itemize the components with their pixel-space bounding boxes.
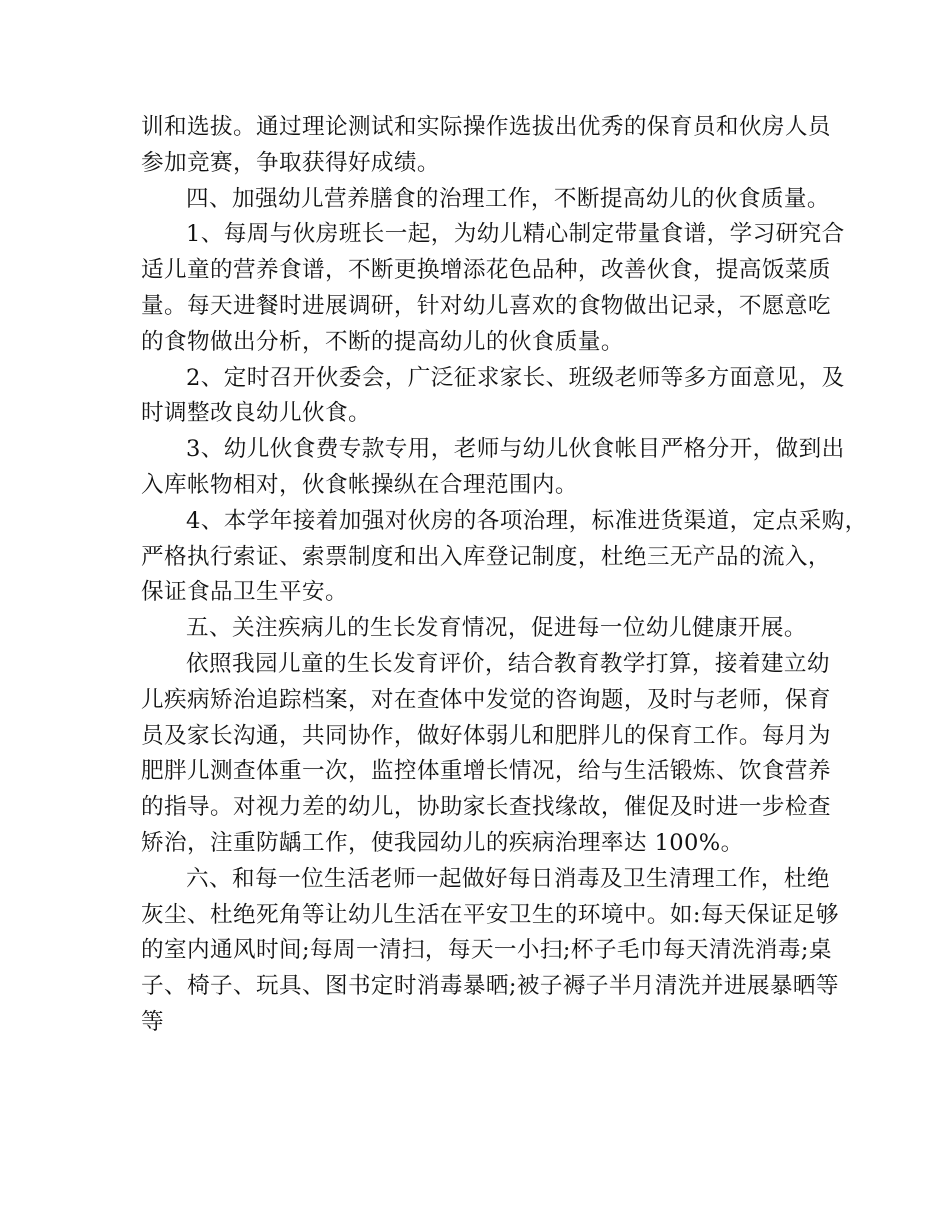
text-line: 的指导。对视力差的幼儿，协助家长查找缘故，催促及时进一步检查 <box>141 794 831 821</box>
text-line: 保证食品卫生平安。 <box>141 579 348 606</box>
text-line: 四、加强幼儿营养膳食的治理工作，不断提高幼儿的伙食质量。 <box>186 185 830 212</box>
text-line: 儿疾病矫治追踪档案，对在查体中发觉的咨询题，及时与老师，保育 <box>141 686 831 713</box>
text-line: 3、幼儿伙食费专款专用，老师与幼儿伙食帐目严格分开，做到出 <box>186 436 845 463</box>
text-line: 的室内通风时间;每周一清扫，每天一小扫;杯子毛巾每天清洗消毒;桌 <box>141 937 832 964</box>
text-line: 肥胖儿测查体重一次，监控体重增长情况，给与生活锻炼、饮食营养 <box>141 758 831 785</box>
text-line: 训和选拔。通过理论测试和实际操作选拔出优秀的保育员和伙房人员 <box>141 114 831 140</box>
text-line: 量。每天进餐时进展调研，针对幼儿喜欢的食物做出记录，不愿意吃 <box>141 292 831 319</box>
text-line: 等 <box>141 1008 164 1035</box>
text-line: 灰尘、杜绝死角等让幼儿生活在平安卫生的环境中。如:每天保证足够 <box>141 901 839 928</box>
text-line: 矫治，注重防龋工作，使我园幼儿的疾病治理率达 100%。 <box>141 829 744 856</box>
text-line: 六、和每一位生活老师一起做好每日消毒及卫生清理工作，杜绝 <box>186 865 830 892</box>
text-line: 4、本学年接着加强对伙房的各项治理，标准进货渠道，定点采购， <box>186 507 868 534</box>
document-body <box>141 110 868 1041</box>
text-line: 入库帐物相对，伙食帐操纵在合理范围内。 <box>141 471 578 498</box>
text-line: 2、定时召开伙委会，广泛征求家长、班级老师等多方面意见，及 <box>186 364 845 391</box>
text-line: 参加竞赛，争取获得好成绩。 <box>141 149 440 176</box>
text-line: 依照我园儿童的生长发育评价，结合教育教学打算，接着建立幼 <box>186 650 830 677</box>
text-line: 五、关注疾病儿的生长发育情况，促进每一位幼儿健康开展。 <box>186 615 807 642</box>
text-line: 子、椅子、玩具、图书定时消毒暴晒;被子褥子半月清洗并进展暴晒等 <box>141 973 839 1000</box>
text-line: 员及家长沟通，共同协作，做好体弱儿和肥胖儿的保育工作。每月为 <box>141 722 831 749</box>
text-line: 1、每周与伙房班长一起，为幼儿精心制定带量食谱，学习研究合 <box>186 221 845 248</box>
text-line: 适儿童的营养食谱，不断更换增添花色品种，改善伙食，提高饭菜质 <box>141 257 831 284</box>
text-line: 严格执行索证、索票制度和出入库登记制度，杜绝三无产品的流入， <box>141 543 831 570</box>
text-line: 时调整改良幼儿伙食。 <box>141 400 371 427</box>
text-line: 的食物做出分析，不断的提高幼儿的伙食质量。 <box>141 328 624 355</box>
